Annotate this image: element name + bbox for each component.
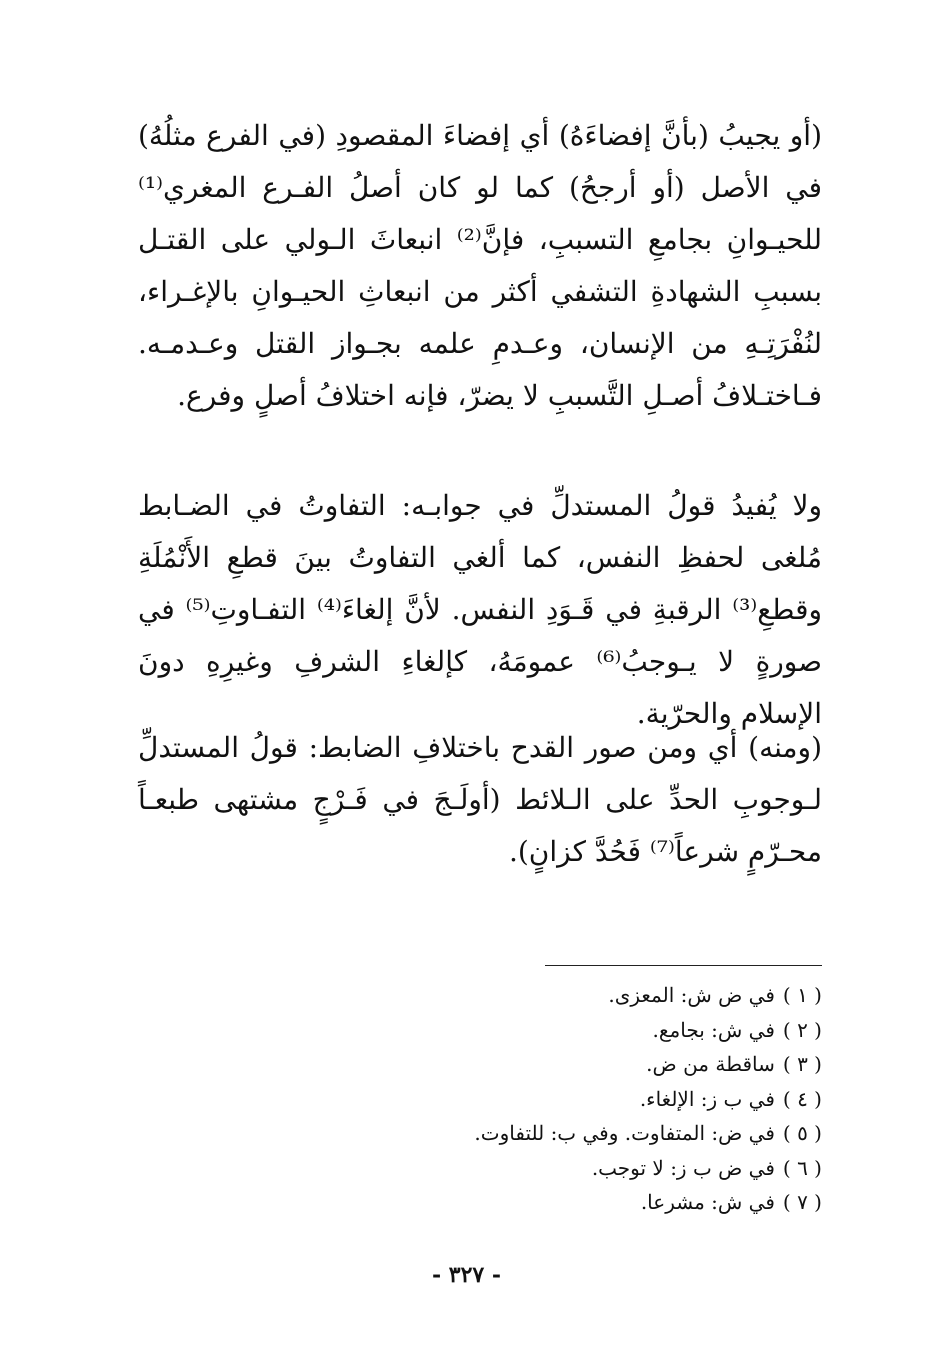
footnote-text: في ب ز: الإلغاء. — [639, 1086, 775, 1111]
footnote-item — [262, 1116, 822, 1151]
footnote-number: ( ٥ ) — [782, 1121, 822, 1145]
footnote-text: في ش: مشرعا. — [640, 1190, 775, 1214]
footnote-text: في ض ب ز: لا توجب. — [591, 1155, 775, 1180]
footnote-item — [262, 1013, 822, 1048]
paragraph-1: (أو يجيبُ (بأنَّ إفضاءَهُ) أي إفضاءَ المقصودِ (في الفرع مثلُهُ) في الأصل (أو أرجحُ) كما لو كان أصلُ الفـرع المغري⁽¹⁾ للحيـوانِ بجامعِ التسببِ، فإنَّ⁽²⁾ انبعاثَ الـولي على القتـل بسببِ الشهادةِ التشفي أكثر من انبعاثِ الحيـوانِ بالإغـراء، لنُفْرَتِـهِ من الإنسان، وعـدمِ علمه بجـواز القتل وعـدمـه. فـاختـلافُ أصـلِ التَّسببِ لا يضرّ، فإنه اختلافُ أصلٍ وفرع. — [138, 119, 822, 412]
paragraph-2: ولا يُفيدُ قولُ المستدلِّ في جوابـه: التفاوتُ في الضـابط مُلغى لحفظِ النفس، كما ألغي التفاوتُ بينَ قطعِ الأَنْمُلَةِ وقطعِ⁽³⁾ الرقبةِ في قَـوَدِ النفس. لأنَّ إلغاءَ⁽⁴⁾ التفـاوتِ⁽⁵⁾ في صورةٍ لا يـوجبُ⁽⁶⁾ عمومَهُ، كإلغاءِ الشرفِ وغيرِهِ دونَ الإسلام والحرّية. — [138, 489, 822, 730]
page-number: - ٣٢٧ - — [431, 1262, 502, 1288]
footnote-item — [262, 978, 822, 1013]
footnote-number: ( ٢ ) — [782, 1017, 822, 1042]
footnote-number: ( ٣ ) — [782, 1052, 822, 1076]
paragraph-3: (ومنه) أي ومن صور القدح باختلافِ الضابط: قولُ المستدلِّ لـوجوبِ الحدِّ على الـلائط (أولَـجَ في فَـرْجٍ مشتهى طبعـاً محـرّمٍ شرعاً⁽⁷⁾ فَحُدَّ كزانٍ). — [138, 731, 822, 868]
footnote-separator — [545, 965, 822, 966]
footnote-item — [262, 1151, 822, 1186]
footnote-text: في ض: المتفاوت. وفي ب: للتفاوت. — [474, 1121, 775, 1145]
footnote-text: في ش: بجامع. — [652, 1017, 775, 1042]
footnote-number: ( ١ ) — [782, 983, 822, 1007]
footnote-text: في ض ش: المعزى. — [608, 983, 775, 1007]
footnote-item — [262, 1185, 822, 1220]
footnote-item — [262, 1082, 822, 1117]
footnote-item — [262, 1047, 822, 1082]
footnotes-list — [262, 978, 822, 1220]
footnote-text: ساقطة من ض. — [646, 1052, 775, 1076]
footnote-number: ( ٤ ) — [782, 1086, 822, 1111]
footnote-number: ( ٧ ) — [782, 1190, 822, 1214]
footnote-number: ( ٦ ) — [782, 1155, 822, 1180]
